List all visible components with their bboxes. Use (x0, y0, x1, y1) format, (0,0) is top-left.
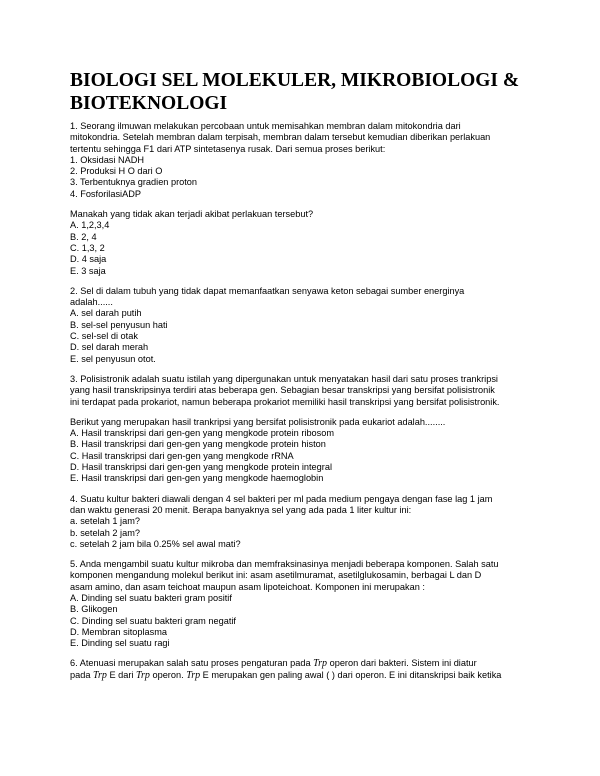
answer-option: C. 1,3, 2 (70, 242, 105, 253)
answer-option: b. setelah 2 jam? (70, 527, 140, 538)
list-item: 4. FosforilasiADP (70, 188, 141, 199)
question-text: 2. Sel di dalam tubuh yang tidak dapat memanfaatkan senyawa keton sebagai sumber energinya (70, 285, 465, 296)
answer-option: E. 3 saja (70, 265, 106, 276)
question-text: 1. Seorang ilmuwan melakukan percobaan untuk memisahkan membran dalam mitokondria dari (70, 121, 461, 131)
list-item: 1. Oksidasi NADH (70, 154, 145, 165)
answer-option: C. Hasil transkripsi dari gen-gen yang mengkode rRNA (70, 450, 294, 461)
title-line-2: BIOTEKNOLOGI (70, 93, 228, 114)
list-item: 2. Produksi H O dari O (70, 166, 163, 177)
question-text: 6. Atenuasi merupakan salah satu proses pengaturan pada Trp operon dari bakteri. Sistem ini diatur (70, 658, 477, 670)
question-text: 5. Anda mengambil suatu kultur mikroba dan memfraksinasinya menjadi beberapa komponen. Salah satu (70, 559, 499, 570)
answer-option: D. Membran sitoplasma (70, 626, 168, 637)
document-title (70, 69, 550, 115)
answer-option: C. Dinding sel suatu bakteri gram negatif (70, 615, 236, 626)
question-text: asam amino, dan asam teichoat maupun asam lipoteichoat. Komponen ini merupakan : (70, 581, 425, 592)
answer-option: A. 1,2,3,4 (70, 220, 110, 231)
answer-option: D. sel darah merah (70, 342, 149, 353)
question-text: ini terdapat pada prokariot, namun beberapa prokariot memiliki hasil transkripsi yang bersifat polisistronik. (70, 396, 500, 407)
question-4 (70, 494, 550, 550)
answer-option: E. Dinding sel suatu ragi (70, 638, 170, 649)
question-6 (70, 658, 550, 681)
question-text: mitokondria. Setelah membran dalam terpisah, membran dalam tersebut kemudian diberikan perlakuan (70, 132, 491, 143)
question-text: 4. Suatu kultur bakteri diawali dengan 4 sel bakteri per ml pada medium pengaya dengan fase lag 1 jam (70, 493, 493, 504)
answer-option: D. 4 saja (70, 254, 107, 265)
answer-option: A. Hasil transkripsi dari gen-gen yang mengkode protein ribosom (70, 428, 335, 439)
question-text: 3. Polisistronik adalah suatu istilah yang dipergunakan untuk menyatakan hasil dari satu proses trankripsi (70, 373, 498, 384)
question-2 (70, 286, 550, 365)
question-text: adalah...... (70, 297, 113, 308)
trp-term: Trp (93, 669, 107, 681)
answer-option: c. setelah 2 jam bila 0.25% sel awal mati? (70, 538, 241, 549)
title-line-1: BIOLOGI SEL MOLEKULER, MIKROBIOLOGI & (70, 70, 520, 91)
question-text: tertentu sehingga F1 dari ATP sintetasenya rusak. Dari semua proses berikut: (70, 143, 386, 154)
question-text: pada Trp E dari Trp operon. Trp E merupakan gen paling awal ( ) dari operon. E ini ditanskripsi baik ketika (70, 669, 502, 681)
answer-option: C. sel-sel di otak (70, 331, 138, 342)
document-body (70, 121, 550, 681)
trp-term: Trp (136, 669, 150, 681)
question-5 (70, 559, 550, 649)
answer-option: B. Hasil transkripsi dari gen-gen yang mengkode protein histon (70, 439, 326, 450)
question-3 (70, 374, 550, 485)
answer-option: D. Hasil transkripsi dari gen-gen yang mengkode protein integral (70, 462, 332, 473)
question-prompt: Berikut yang merupakan hasil trankripsi yang bersifat polisistronik pada eukariot adalah........ (70, 416, 446, 427)
answer-option: E. sel penyusun otot. (70, 353, 156, 364)
answer-option: A. Dinding sel suatu bakteri gram positif (70, 592, 232, 603)
question-text: yang hasil transkripsinya terdiri atas beberapa gen. Sebagian besar transkripsi yang bersifat polisistronik (70, 385, 495, 396)
trp-term: Trp (313, 658, 328, 670)
answer-option: a. setelah 1 jam? (70, 516, 140, 527)
question-prompt: Manakah yang tidak akan terjadi akibat perlakuan tersebut? (70, 209, 314, 220)
answer-option: A. sel darah putih (70, 308, 142, 319)
question-text: dan waktu generasi 20 menit. Berapa banyaknya sel yang ada pada 1 liter kultur ini: (70, 504, 412, 515)
question-text: komponen mengandung molekul berikut ini: asam asetilmuramat, asetilglukosamin, berbagai L dan D (70, 570, 482, 581)
answer-option: B. sel-sel penyusun hati (70, 319, 168, 330)
answer-option: E. Hasil transkripsi dari gen-gen yang mengkode haemoglobin (70, 473, 324, 484)
answer-option: B. Glikogen (70, 604, 118, 615)
answer-option: B. 2, 4 (70, 231, 97, 242)
trp-term: Trp (186, 669, 201, 681)
list-item: 3. Terbentuknya gradien proton (70, 177, 198, 188)
question-1 (70, 121, 550, 277)
